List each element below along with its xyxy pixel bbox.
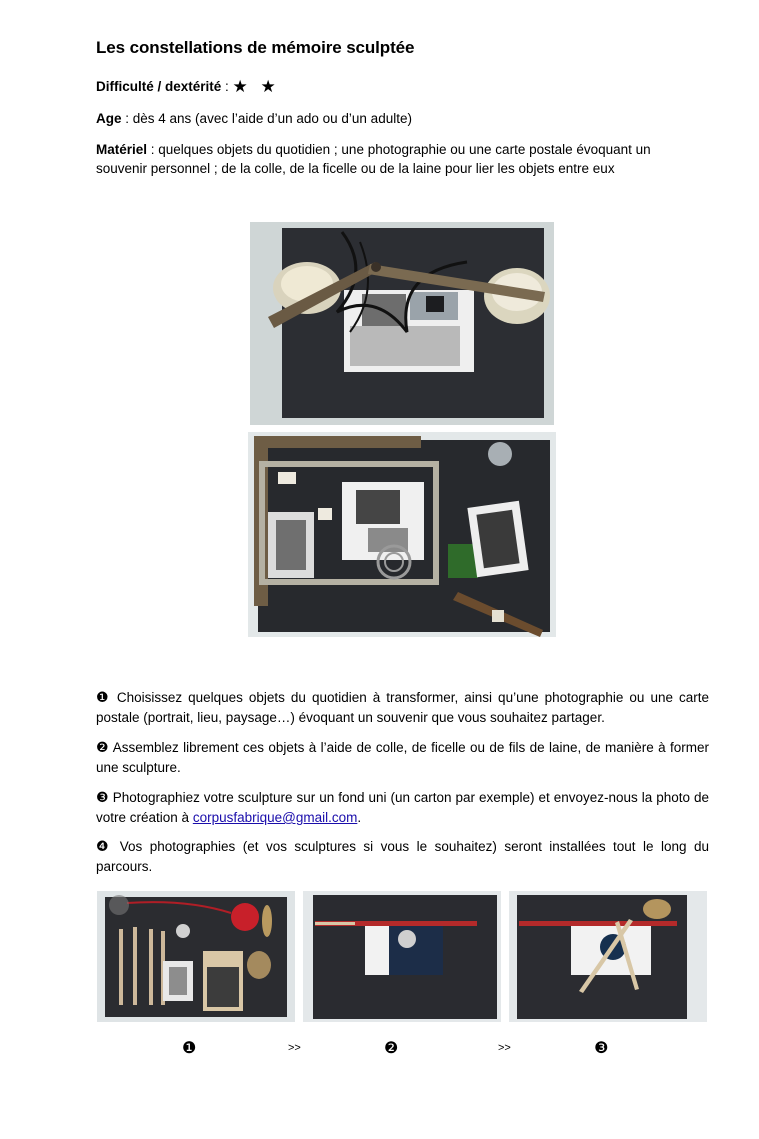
- step-1-photo: [97, 891, 295, 1022]
- step-3: [96, 788, 709, 828]
- step-2-photo: [303, 891, 501, 1022]
- sculpture-photo-bowls: [250, 222, 554, 425]
- step-1: [96, 688, 709, 728]
- step-4: [96, 837, 709, 877]
- step-2-number: ❷: [96, 740, 110, 756]
- difficulty-label: Difficulté / dextérité: [96, 79, 222, 94]
- caption-arrow-2: >>: [498, 1042, 511, 1054]
- material-text-1: : quelques objets du quotidien ; une photographie ou une carte postale évoquant un: [147, 142, 651, 157]
- material-line-2: souvenir personnel ; de la colle, de la ficelle ou de la laine pour lier les objets entre eux: [96, 161, 615, 176]
- material-line-1: [96, 140, 651, 160]
- caption-arrow-1: >>: [288, 1042, 301, 1054]
- material-label: Matériel: [96, 142, 148, 157]
- step-1-number: ❶: [96, 690, 111, 706]
- email-link[interactable]: corpusfabrique@gmail.com: [192, 810, 358, 825]
- caption-step-1: ❶: [182, 1038, 197, 1057]
- page-title: Les constellations de mémoire sculptée: [96, 38, 415, 57]
- difficulty-stars: ★ ★: [232, 77, 280, 96]
- difficulty-line: [96, 77, 280, 97]
- step-4-number: ❹: [96, 839, 113, 855]
- difficulty-separator: :: [221, 79, 233, 94]
- step-2-text: Assemblez librement ces objets à l’aide de colle, de ficelle ou de fils de laine, de manière à former une sculpture.: [96, 740, 710, 775]
- age-text: : dès 4 ans (avec l’aide d’un ado ou d’un adulte): [121, 111, 412, 126]
- step-3-text: Photographiez votre sculpture sur un fond uni (un carton par exemple) et envoyez-nous la photo de votre création à: [96, 790, 709, 825]
- caption-step-3: ❸: [594, 1038, 609, 1057]
- sculpture-photo-frame: [248, 432, 556, 637]
- caption-step-2: ❷: [384, 1038, 399, 1057]
- age-label: Age: [96, 111, 122, 126]
- step-3-number: ❸: [96, 790, 109, 806]
- step-2: [96, 738, 709, 778]
- age-line: [96, 109, 412, 129]
- step-1-text: Choisissez quelques objets du quotidien à transformer, ainsi qu’une photographie ou une carte postale (portrait, lieu, paysage…) évoquant un souvenir que vous souhaitez partager.: [96, 690, 709, 725]
- step-4-text: Vos photographies (et vos sculptures si vous le souhaitez) seront installées tout le long du parcours.: [96, 839, 709, 874]
- step-3-text-end: .: [357, 810, 362, 825]
- step-3-photo: [509, 891, 707, 1022]
